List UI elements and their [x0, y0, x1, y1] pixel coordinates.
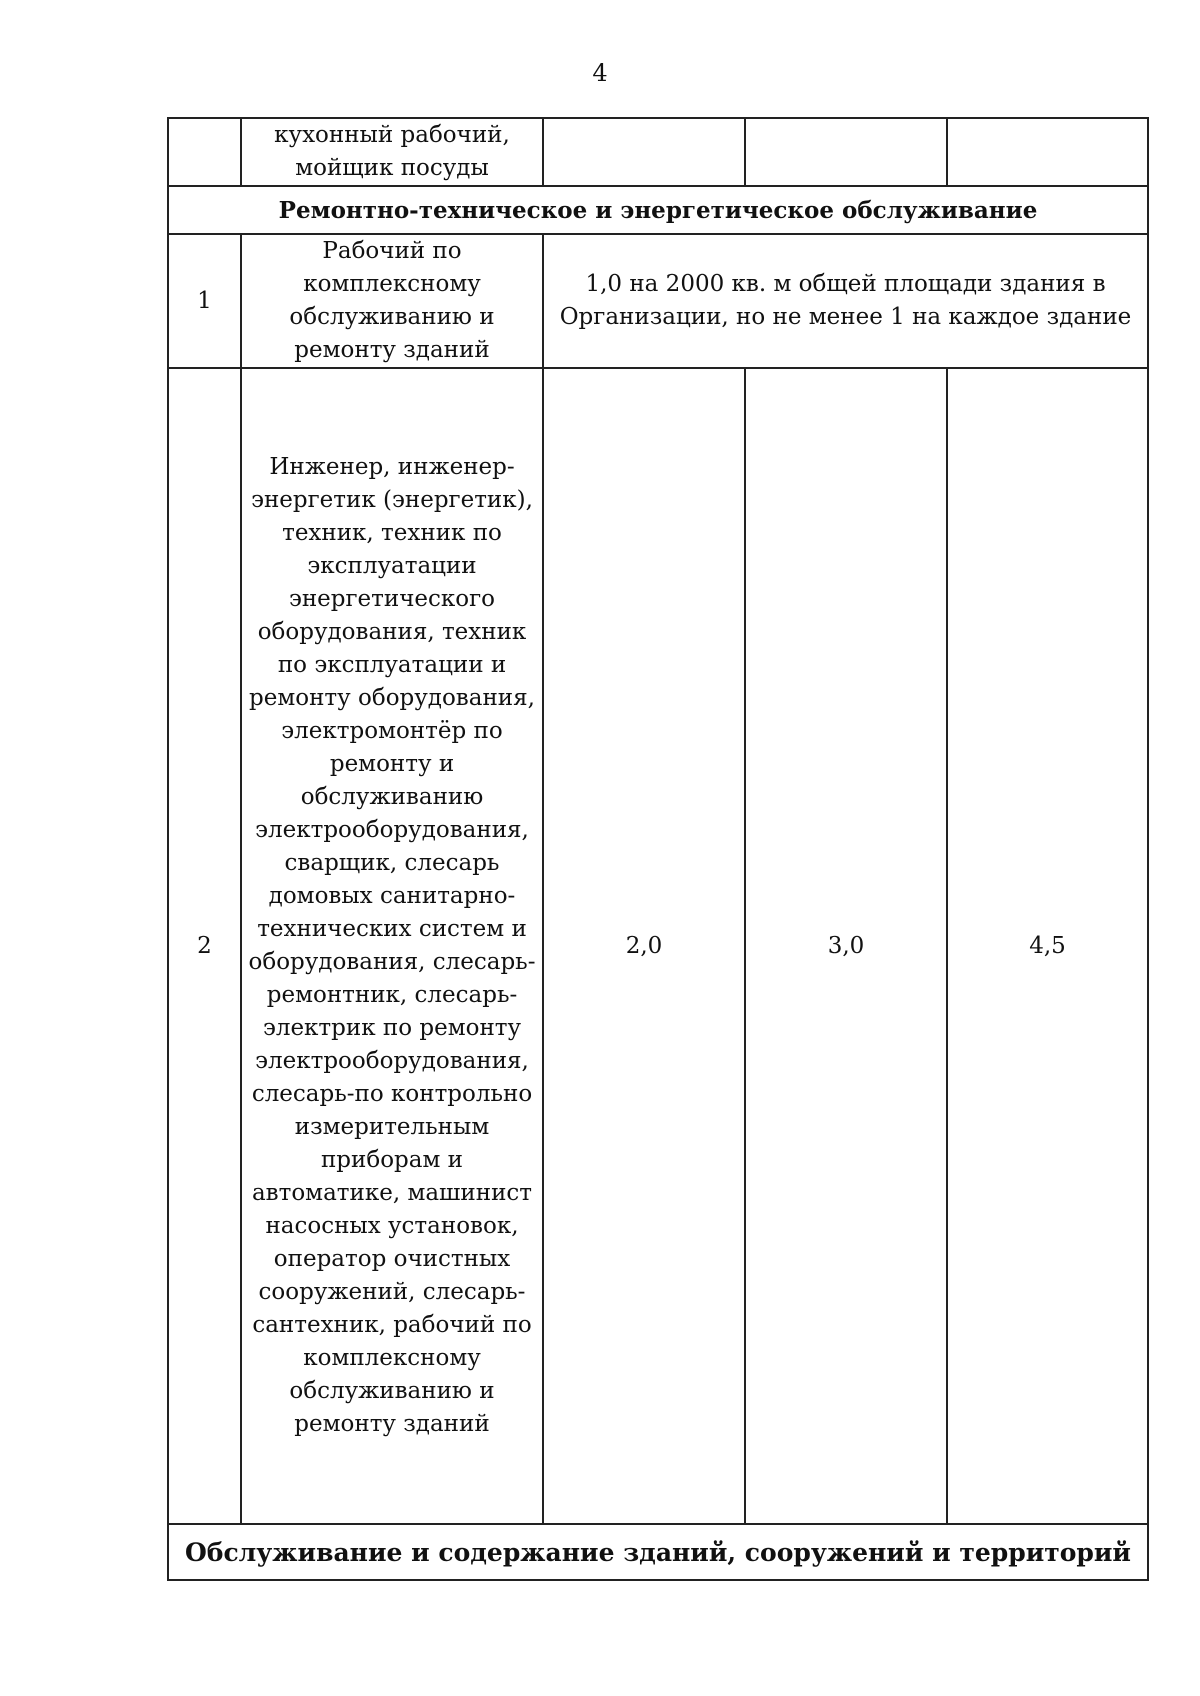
norm-cell-1: 2,0	[543, 368, 745, 1524]
norm-cell-1	[543, 118, 745, 186]
section-header-row	[168, 1524, 1148, 1580]
position-cell: кухонный рабочий, мойщик посуды	[241, 118, 543, 186]
norm-cell-3: 4,5	[947, 368, 1148, 1524]
table-row	[168, 118, 1148, 186]
merged-norm-cell: 1,0 на 2000 кв. м общей площади здания в Организации, но не менее 1 на каждое здание	[543, 234, 1148, 368]
norm-cell-3	[947, 118, 1148, 186]
row-number-cell: 1	[168, 234, 241, 368]
norm-cell-2: 3,0	[745, 368, 947, 1524]
table-row	[168, 234, 1148, 368]
row-number-cell	[168, 118, 241, 186]
row-number-cell: 2	[168, 368, 241, 1524]
norm-cell-2	[745, 118, 947, 186]
section-title: Обслуживание и содержание зданий, сооружений и территорий	[168, 1524, 1148, 1580]
position-cell: Рабочий по комплексному обслуживанию и ремонту зданий	[241, 234, 543, 368]
page-number: 4	[592, 59, 608, 87]
position-cell: Инженер, инженер-энергетик (энергетик), техник, техник по эксплуатации энергетического оборудования, техник по эксплуатации и ремонту оборудования, электромонтёр по ремонту и обслуживанию электрооборудования, сварщик, слесарь домовых санитарно-технических систем и оборудования, слесарь-ремонтник, слесарь-электрик по ремонту электрооборудования, слесарь-по контрольно измерительным приборам и автоматике, машинист насосных установок, оператор очистных сооружений, слесарь-сантехник, рабочий по комплексному обслуживанию и ремонту зданий	[241, 368, 543, 1524]
section-title: Ремонтно-техническое и энергетическое обслуживание	[168, 186, 1148, 234]
table-row	[168, 368, 1148, 1524]
staffing-norms-table	[167, 117, 1149, 1581]
section-header-row	[168, 186, 1148, 234]
